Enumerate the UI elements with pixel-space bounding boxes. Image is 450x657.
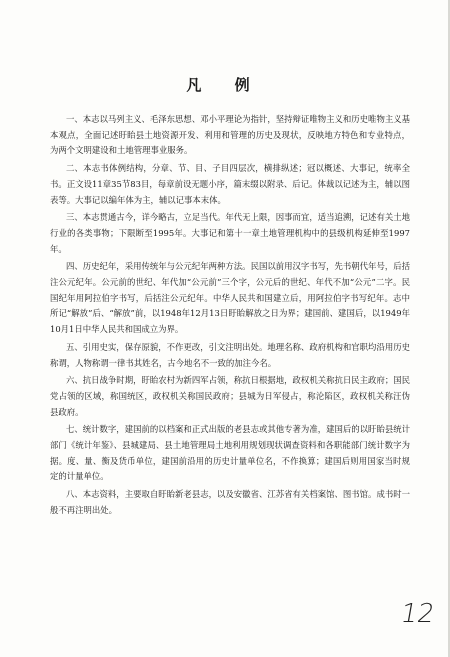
- guideline-paragraph: 七、统计数字，建国前的以档案和正式出版的老县志或其他专著为准，建国后的以盱眙县统计部门《统计年鉴》、县城建局、县土地管理局土地利用规划现状调查资料和各职能部门统计数字为据。度、量、衡及货币单位，建国前沿用的历史计量单位名，不作换算；建国后则用国家当时规定的计量单位。: [50, 424, 410, 482]
- guideline-paragraph: 一、本志以马列主义、毛泽东思想、邓小平理论为指针，坚持辩证唯物主义和历史唯物主义基本观点，全面记述盱眙县土地资源开发、利用和管理的历史及现状，反映地方特色和专业特点，为两个文明建设和土地管理事业服务。: [50, 114, 410, 156]
- page-title: 凡 例: [186, 76, 264, 94]
- handwritten-page-number: 12: [398, 599, 437, 629]
- guideline-paragraph: 二、本志书体例结构，分章、节、目、子目四层次，横排纵述；冠以概述、大事记，统率全书。正文设11章35节83目，每章前设无题小序，篇末缀以附录、后记。体裁以记述为主，辅以图表等。大事记以编年体为主，辅以记事本末体。: [50, 163, 410, 205]
- guideline-paragraph: 五、引用史实，保存原貌，不作更改，引文注明出处。地理名称、政府机构和官职均沿用历史称谓，人物称谓一律书其姓名，古今地名不一致的加注今名。: [50, 341, 410, 368]
- guideline-paragraph: 六、抗日战争时期，盱眙农村为新四军占领，称抗日根据地，政权机关称抗日民主政府；国民党占领的区域，称国统区，政权机关称国民政府；县城为日军侵占，称沦陷区，政权机关称汪伪县政府。: [50, 375, 410, 417]
- guideline-paragraph: 八、本志资料，主要取自盱眙新老县志，以及安徽省、江苏省有关档案馆、图书馆。成书时一般不再注明出处。: [50, 489, 410, 515]
- guideline-paragraph: 三、本志贯通古今，详今略古，立足当代。年代无上限，因事而宜，适当追溯，记述有关土地行业的各类事物；下限断至1995年。大事记和第十一章土地管理机构中的县级机构延伸至1997年。: [50, 212, 410, 254]
- guidelines-body: [50, 112, 410, 519]
- guideline-paragraph: 四、历史纪年，采用传统年与公元纪年两种方法。民国以前用汉字书写，先书朝代年号，后括注公元纪年。公元前的世纪、年代加“公元前”三个字，公元后的世纪、年代不加“公元”二字。民国纪年用阿拉伯字书写，后括注公元纪年。中华人民共和国建立后，用阿拉伯字书写纪年。志中所记“解放”后、“解放”前，以1948年12月13日盱眙解放之日为界；建国前、建国后，以1949年10月1日中华人民共和国成立为界。: [50, 261, 410, 335]
